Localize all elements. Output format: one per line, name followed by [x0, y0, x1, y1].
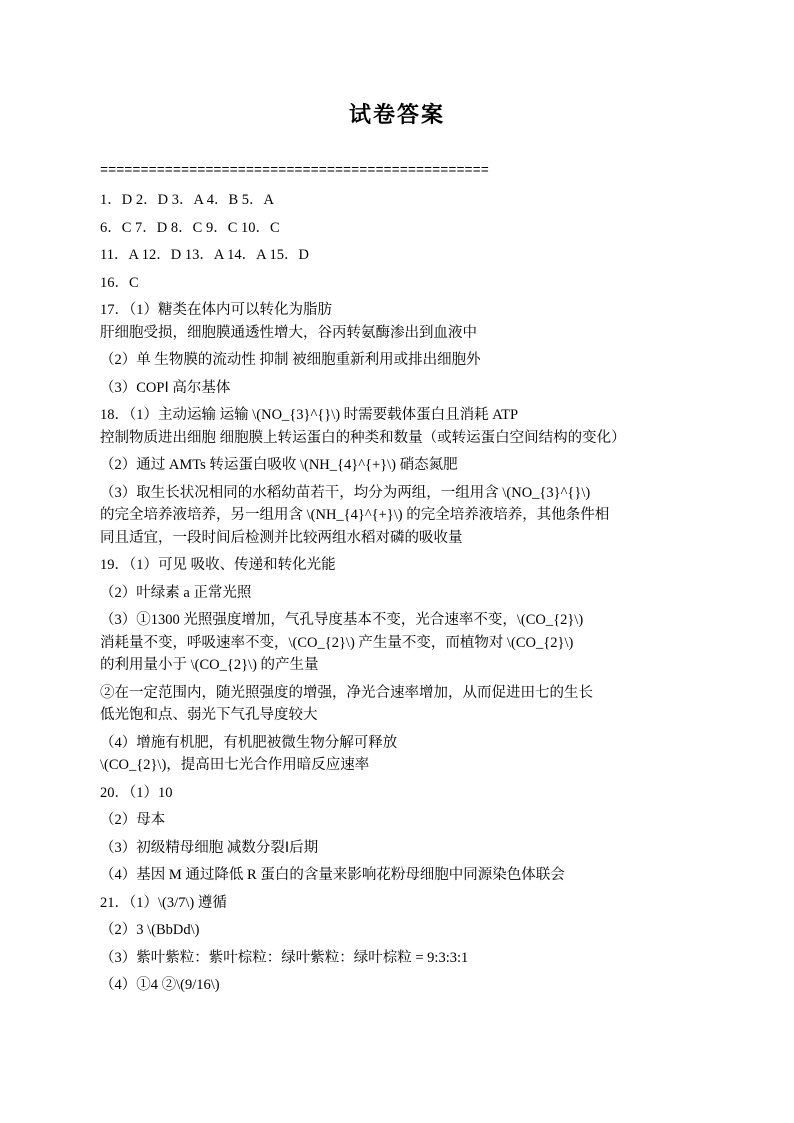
answer-line: 6．C 7．D 8．C 9．C 10．C [100, 219, 280, 236]
answer-line: 消耗量不变，呼吸速率不变，\(CO_{2}\) 产生量不变，而植物对 \(CO_{2}\) [100, 634, 574, 651]
answer-line: ②在一定范围内，随光照强度的增强，净光合速率增加，从而促进田七的生长 [100, 684, 593, 701]
answer-line: （4）基因 M 通过降低 R 蛋白的含量来影响花粉母细胞中同源染色体联会 [100, 867, 565, 883]
answer-line: （2）母本 [100, 812, 166, 828]
answer-line: 19．（1）可见 吸收、传递和转化光能 [100, 557, 336, 573]
answer-line: 同且适宜，一段时间后检测并比较两组水稻对磷的吸收量 [100, 529, 463, 546]
answer-line: 17．（1）糖类在体内可以转化为脂肪 [100, 302, 332, 318]
answer-block [100, 682, 706, 727]
answer-line: 低光饱和点、弱光下气孔导度较大 [100, 707, 318, 723]
answer-block [100, 404, 706, 449]
answer-line: （2）通过 AMTs 转运蛋白吸收 \(NH_{4}^{+}\) 硝态氮肥 [100, 457, 458, 473]
answer-line: 16．C [100, 274, 139, 291]
answer-line: （2）3 \(BbDd\) [100, 922, 200, 938]
answer-line: （4）增施有机肥，有机肥被微生物分解可释放 [100, 734, 398, 751]
answer-block [100, 582, 706, 605]
answer-block [100, 349, 706, 372]
answer-line: （3）取生长状况相同的水稻幼苗若干，均分为两组，一组用含 \(NO_{3}^{}\) [100, 484, 591, 501]
answer-block [100, 974, 706, 997]
answer-line: （3）COPⅠ 高尔基体 [100, 379, 231, 396]
answer-block [100, 482, 706, 550]
answer-block [100, 947, 706, 970]
answer-body [0, 163, 794, 997]
answer-line: 肝细胞受损，细胞膜通透性增大，谷丙转氨酶渗出到血液中 [100, 324, 477, 341]
answer-block [100, 609, 706, 677]
answer-block [100, 892, 706, 915]
answer-block [100, 554, 706, 577]
answer-block [100, 272, 706, 295]
answer-line: 1．D 2．D 3．A 4．B 5．A [100, 192, 275, 208]
answer-line: 的利用量小于 \(CO_{2}\) 的产生量 [100, 657, 319, 673]
answer-line: 18．（1）主动运输 运输 \(NO_{3}^{}\) 时需要载体蛋白且消耗 ATP [100, 407, 519, 423]
answer-line: （3）①1300 光照强度增加，气孔导度基本不变，光合速率不变，\(CO_{2}\) [100, 612, 584, 628]
answer-line: 11．A 12．D 13．A 14．A 15．D [100, 247, 309, 263]
answer-lines [100, 189, 706, 997]
answer-block [100, 244, 706, 267]
answer-line: （4）①4 ②\(9/16\) [100, 977, 220, 993]
answer-block [100, 299, 706, 344]
answer-block [100, 837, 706, 860]
answer-line: 的完全培养液培养，另一组用含 \(NH_{4}^{+}\) 的完全培养液培养，其他条件相 [100, 507, 610, 523]
answer-block [100, 217, 706, 240]
answer-block [100, 919, 706, 942]
answer-line: （2）单 生物膜的流动性 抑制 被细胞重新利用或排出细胞外 [100, 352, 481, 368]
answer-line: 20．（1）10 [100, 784, 173, 801]
answer-line: \(CO_{2}\)，提高田七光合作用暗反应速率 [100, 757, 370, 773]
answer-line: （3）初级精母细胞 减数分裂Ⅰ后期 [100, 839, 319, 856]
answer-block [100, 809, 706, 832]
answer-line: 控制物质进出细胞 细胞膜上转运蛋白的种类和数量（或转运蛋白空间结构的变化） [100, 429, 626, 446]
page-title: 试卷答案 [348, 103, 445, 128]
answer-block [100, 864, 706, 887]
answer-block [100, 377, 706, 400]
answer-block [100, 732, 706, 777]
answer-line: （2）叶绿素 a 正常光照 [100, 584, 252, 601]
answer-line: 21．（1）\(3/7\) 遵循 [100, 894, 227, 911]
answer-line: （3）紫叶紫粒：紫叶棕粒：绿叶紫粒：绿叶棕粒 = 9:3:3:1 [100, 949, 469, 966]
section-divider: ================================================ [100, 164, 489, 179]
answer-block [100, 189, 706, 212]
answer-block [100, 782, 706, 805]
answer-block [100, 454, 706, 477]
